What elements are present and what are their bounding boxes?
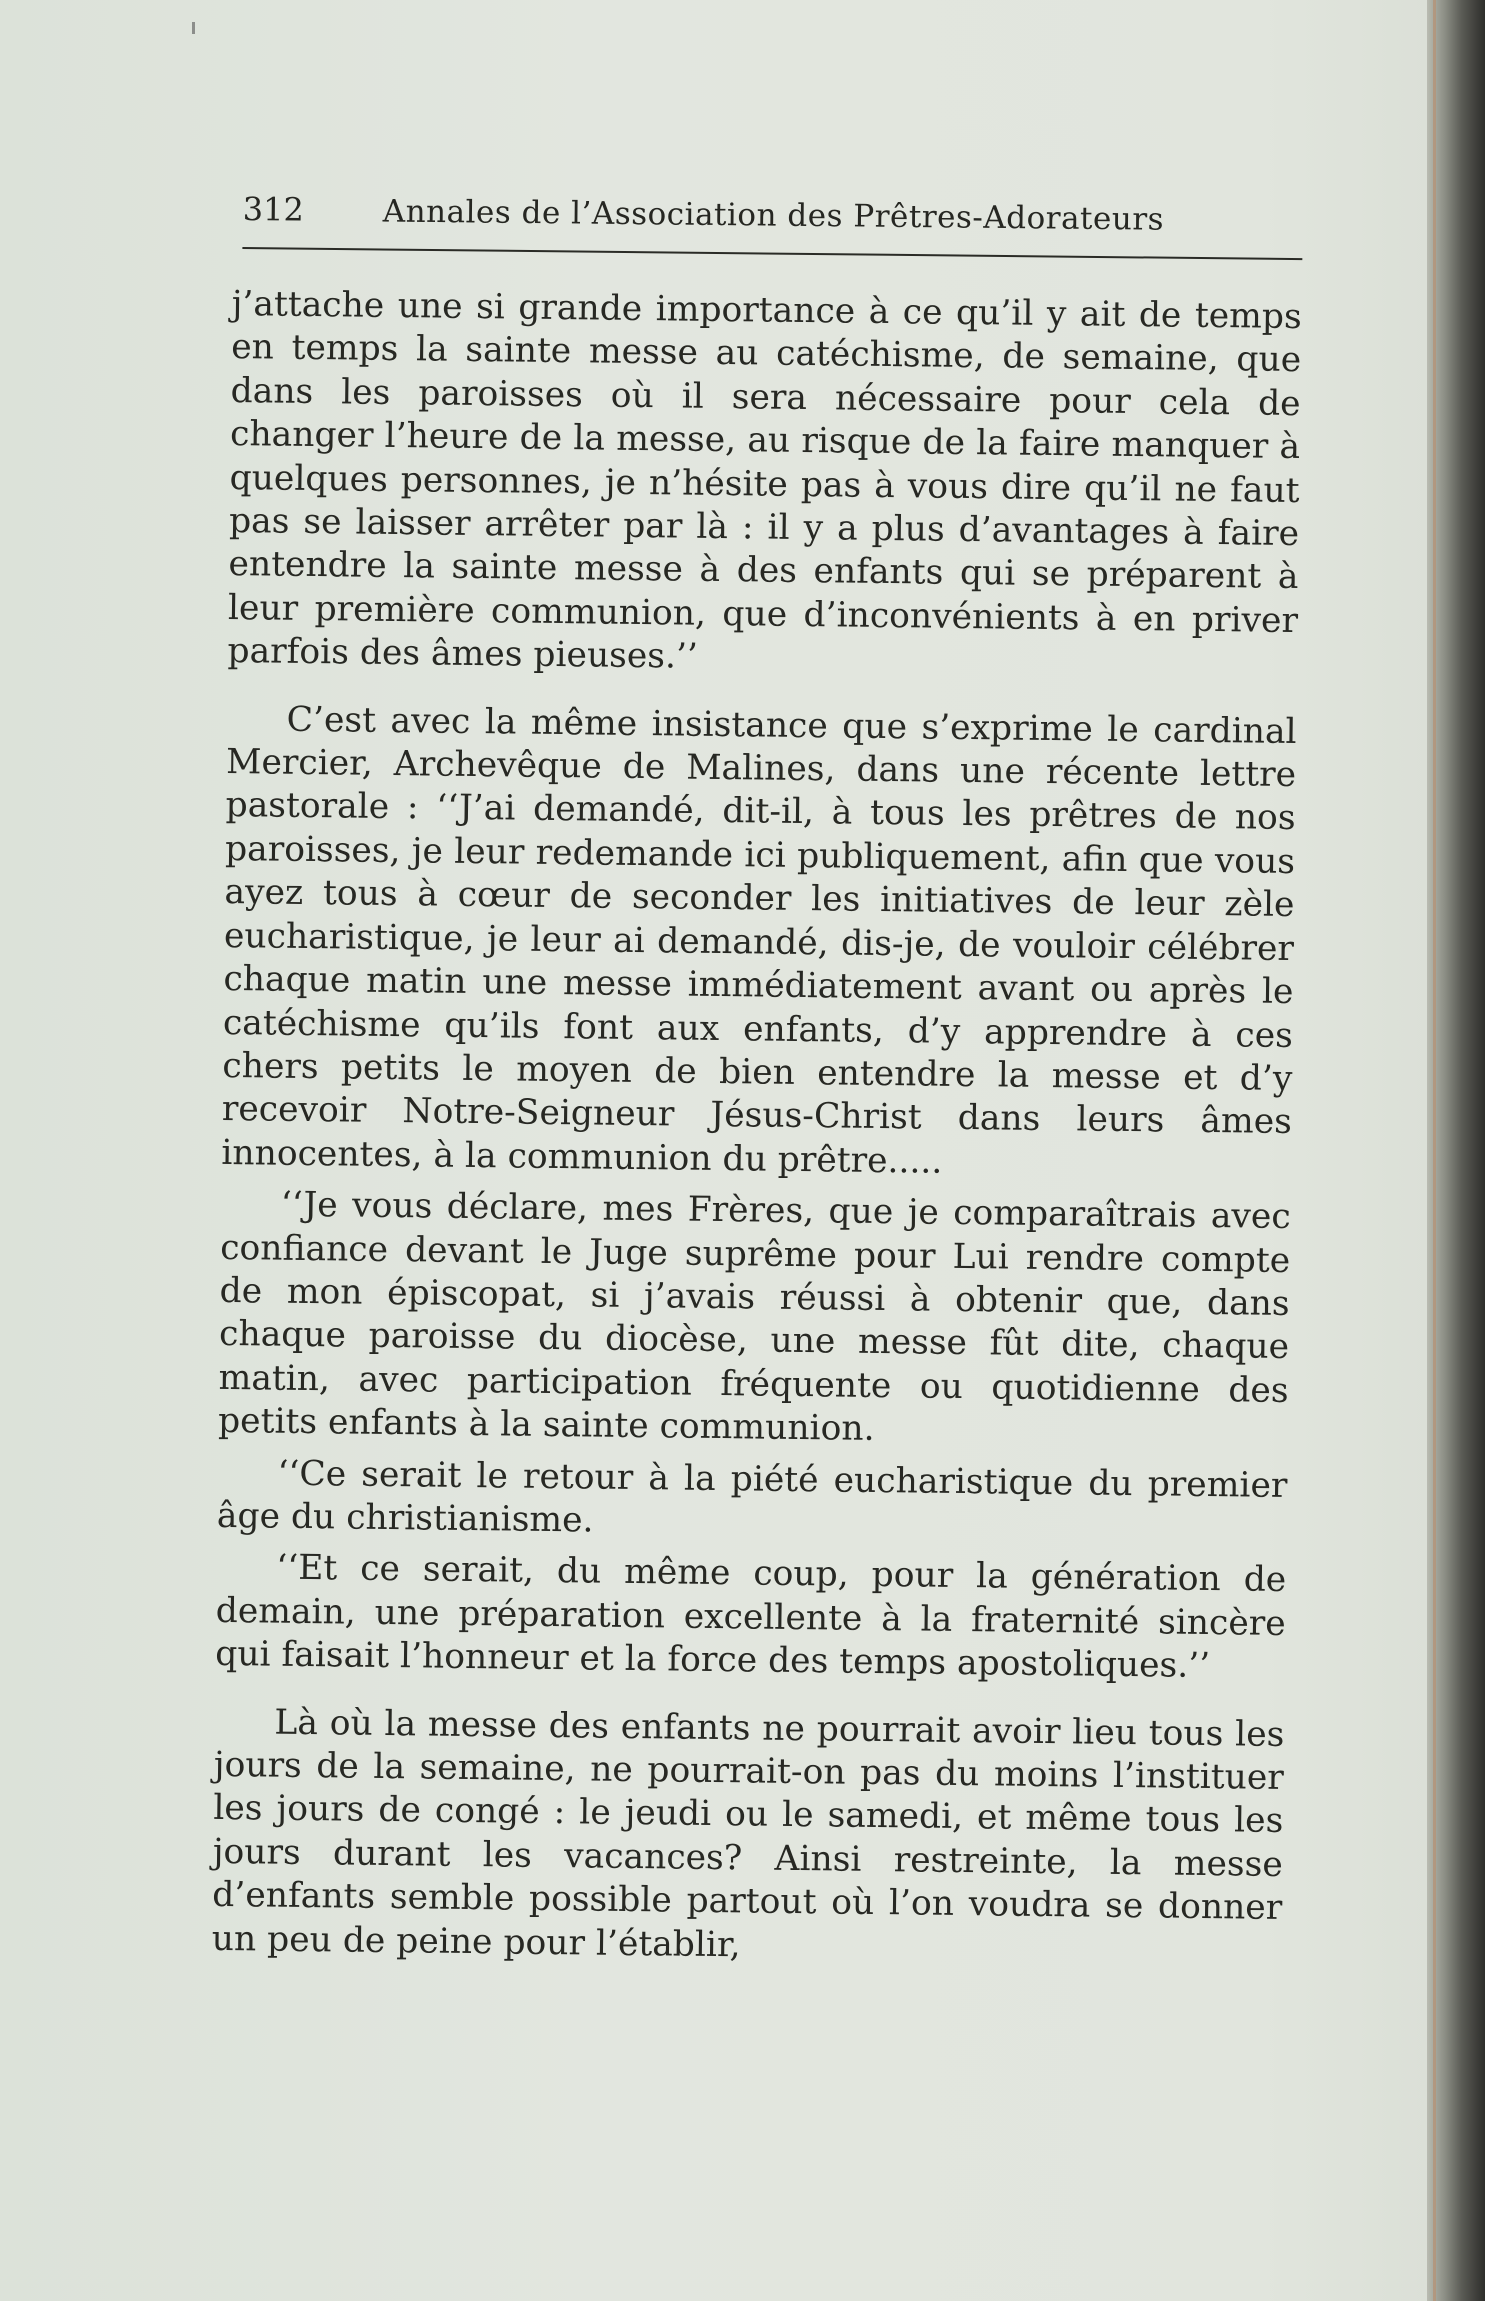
paragraph-2: C’est avec la même insistance que s’exprime le cardinal Mercier, Archevêque de Malines, dans une récente lettre pastorale : ‘‘J’ai demandé, dit-il, à tous les prêtres de nos paroisses, je leur redemande ici publiquement, afin que vous ayez tous à cœur de seconder les initiatives de leur zèle eucharistique, je leur ai demandé, dis-je, de vouloir célébrer chaque matin une messe immédiatement avant ou après le catéchisme qu’ils font aux enfants, d’y apprendre à ces chers petits le moyen de bien entendre la messe et d’y recevoir Notre-Seigneur Jésus-Christ dans leurs âmes innocentes, à la communion du prêtre..... [221, 699, 1297, 1182]
header-rule [242, 247, 1302, 260]
body-text [211, 283, 1301, 1974]
binding-edge [1427, 0, 1485, 2301]
running-title: Annales de l’Association des Prêtres-Adorateurs [382, 193, 1165, 238]
paragraph-5: ‘‘Et ce serait, du même coup, pour la génération de demain, une préparation excellente à la fraternité sincère qui faisait l’honneur et la force des temps apostoliques.’’ [215, 1548, 1287, 1687]
paragraph-3: ‘‘Je vous déclare, mes Frères, que je comparaîtrais avec confiance devant le Juge suprême pour Lui rendre compte de mon épiscopat, si j’avais réussi à obtenir que, dans chaque paroisse du diocèse, une messe fût dite, chaque matin, avec participation fréquente ou quotidienne des petits enfants à la sainte communion. [217, 1184, 1291, 1450]
page-number: 312 [242, 190, 305, 229]
paragraph-4: ‘‘Ce serait le retour à la piété eucharistique du premier âge du christianisme. [216, 1453, 1288, 1541]
paragraph-1: j’attache une si grande importance à ce qu’il y ait de temps en temps la sainte messe au catéchisme, de semaine, que dans les paroisses où il sera nécessaire pour cela de changer l’heure de la messe, au risque de la faire manquer à quelques personnes, je n’hésite pas à vous dire qu’il ne faut pas se laisser arrêter par là : il y a plus d’avantages à faire entendre la sainte messe à des enfants qui se préparent à leur première communion, que d’inconvénients à en priver parfois des âmes pieuses.’’ [227, 283, 1302, 677]
paragraph-6: Là où la messe des enfants ne pourrait avoir lieu tous les jours de la semaine, ne pourrait-on pas du moins l’instituer les jours de congé : le jeudi ou le samedi, et même tous les jours durant les vacances? Ainsi restreinte, la messe d’enfants semble possible partout où l’on voudra se donner un peu de peine pour l’établir, [211, 1702, 1285, 1965]
margin-mark [192, 22, 195, 34]
page-header [242, 190, 1303, 261]
